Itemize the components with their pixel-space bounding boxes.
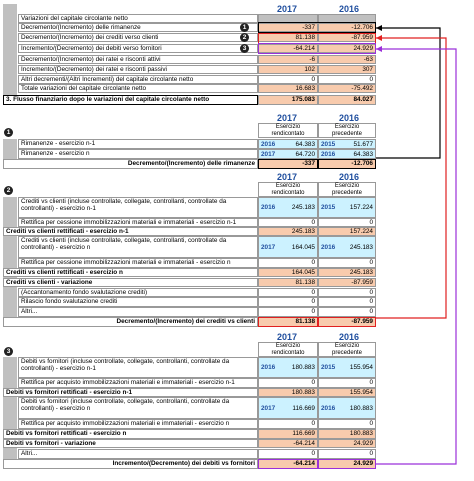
top-row-label: Totale variazioni del capitale circolante netto — [18, 84, 258, 93]
section-marker-1: 1 — [4, 128, 13, 137]
s2-row-label: Rettifica per cessione immobilizzazioni materiali e immateriali - esercizio n — [18, 258, 258, 268]
s2-total-value: -87.959 — [318, 317, 376, 327]
s2-row-label: Crediti vs clienti (incluse controllate, collegate, controllanti, controllate da controllanti) - esercizio n-1 — [18, 197, 258, 218]
top-total-value: 175.083 — [258, 95, 318, 105]
s2-row-label: Rilascio fondo svalutazione crediti — [18, 297, 258, 307]
s1-row-cell — [318, 149, 376, 159]
year-tag: 2015 — [321, 140, 336, 148]
top-row-label: Decremento/(Incremento) dei crediti verso clienti — [18, 33, 258, 42]
s1-row-cell — [258, 139, 318, 149]
s3-total-label: Incremento/(Decremento) dei debiti vs fornitori — [3, 459, 258, 469]
marker-2: 2 — [240, 33, 249, 42]
s3-row-value: 180.883 — [258, 388, 318, 397]
s3-row-label: Debiti vs fornitori (incluse controllate, collegate, controllanti, controllate da controllanti) - esercizio n-1 — [18, 357, 258, 378]
marker-3: 3 — [240, 44, 249, 53]
s2-row-value: 245.183 — [258, 227, 318, 236]
value: 164.045 — [291, 243, 315, 251]
s2-row-value: 0 — [258, 258, 318, 268]
s1-total-value: -12.706 — [318, 159, 376, 169]
top-row-value: 0 — [318, 75, 376, 84]
s2-row-label: Crediti vs clienti rettificati - esercizio n — [3, 268, 258, 277]
s2-row-label: Crediti vs clienti - variazione — [3, 278, 258, 287]
s3-subheader-left: Esercizio rendicontato — [258, 342, 318, 357]
s1-year-2016: 2016 — [338, 113, 360, 123]
s2-year-2016: 2016 — [338, 172, 360, 182]
top-row-label: Decremento/(Incremento) delle rimanenze — [18, 23, 258, 32]
s3-row-label: Rettifica per acquisto immobilizzazioni materiali e immateriali - esercizio n-1 — [18, 378, 258, 388]
s2-row-value: 245.183 — [318, 268, 376, 277]
s3-row-label: Debiti vs fornitori - variazione — [3, 439, 258, 448]
year-tag: 2016 — [261, 204, 276, 211]
value: 180.883 — [291, 364, 315, 371]
s1-row-cell — [258, 149, 318, 159]
value: 155.954 — [349, 364, 373, 371]
year-tag: 2016 — [321, 150, 336, 158]
s2-row-label: Rettifica per cessione immobilizzazioni materiali e immateriali - esercizio n-1 — [18, 218, 258, 227]
top-row-value: -6 — [258, 55, 318, 64]
s3-row-label: Debiti vs fornitori rettificati - esercizio n-1 — [3, 388, 258, 397]
s2-row-value: 0 — [258, 288, 318, 297]
s3-row-value: 0 — [258, 419, 318, 429]
s2-row-value: 0 — [318, 288, 376, 297]
s3-year-2017: 2017 — [276, 332, 298, 342]
s1-subheader-right: Esercizio precedente — [318, 123, 376, 138]
top-row-value: 24.929 — [318, 44, 376, 53]
value: 64.720 — [295, 150, 315, 158]
s3-row-label: Altri... — [18, 449, 258, 459]
top-row-label: Decremento/(Incremento) dei ratei e risconti attivi — [18, 55, 258, 64]
value: 180.883 — [349, 404, 373, 412]
year-tag: 2015 — [321, 364, 336, 371]
s2-row-value: 164.045 — [258, 268, 318, 277]
top-row-value: -337 — [258, 23, 318, 32]
s2-row-value: 0 — [258, 307, 318, 317]
year-tag: 2016 — [261, 140, 276, 148]
s2-total-value: 81.138 — [258, 317, 318, 327]
marker-1: 1 — [240, 23, 249, 32]
top-row-value: 16.683 — [258, 84, 318, 93]
top-row-label: Variazioni del capitale circolante netto — [18, 14, 258, 23]
s2-row-value: 0 — [318, 258, 376, 268]
top-row-value: -63 — [318, 55, 376, 64]
s2-row-value: 81.138 — [258, 278, 318, 287]
value: 245.183 — [291, 204, 315, 211]
s3-subheader-right: Esercizio precedente — [318, 342, 376, 357]
top-row-label: Incremento/(Decremento) dei debiti verso fornitori — [18, 44, 258, 53]
top-row-value: -12.706 — [318, 23, 376, 32]
year-tag: 2017 — [261, 404, 276, 412]
s1-row-label: Rimanenze - esercizio n — [18, 149, 258, 159]
s1-row-cell — [318, 139, 376, 149]
s1-subheader-left: Esercizio rendicontato — [258, 123, 318, 138]
top-row-value: 307 — [318, 65, 376, 74]
s2-row-cell — [258, 197, 318, 218]
s2-row-label: (Accantonamento fondo svalutazione crediti) — [18, 288, 258, 297]
year-tag: 2017 — [261, 243, 276, 251]
year-tag: 2017 — [261, 150, 276, 158]
top-row-value: -75.492 — [318, 84, 376, 93]
s2-row-cell — [258, 236, 318, 258]
s2-row-value: 0 — [318, 218, 376, 227]
s3-row-cell — [318, 357, 376, 378]
s2-row-cell — [318, 197, 376, 218]
s2-row-value: 0 — [318, 297, 376, 307]
top-row-value: 0 — [258, 75, 318, 84]
s2-subheader-left: Esercizio rendicontato — [258, 182, 318, 197]
top-row-value: -64.214 — [258, 44, 318, 53]
value: 51.677 — [353, 140, 373, 148]
year-tag: 2016 — [321, 243, 336, 251]
s2-row-label: Crediti vs clienti (incluse controllate, collegate, controllanti, controllate da controllanti) - esercizio n — [18, 236, 258, 258]
s3-row-value: -64.214 — [258, 439, 318, 448]
section-marker-3: 3 — [4, 347, 13, 356]
s2-row-label: Altri... — [18, 307, 258, 317]
s3-row-value: 0 — [318, 378, 376, 388]
value: 157.224 — [349, 204, 373, 211]
section-marker-2: 2 — [4, 186, 13, 195]
value: 64.383 — [295, 140, 315, 148]
s2-row-value: -87.959 — [318, 278, 376, 287]
s3-row-value: 116.669 — [258, 429, 318, 439]
s3-row-value: 0 — [258, 378, 318, 388]
row-gutter — [3, 139, 17, 159]
s3-year-2016: 2016 — [338, 332, 360, 342]
year-tag: 2015 — [321, 204, 336, 211]
top-total-label: 3. Flusso finanziario dopo le variazioni del capitale circolante netto — [3, 95, 258, 105]
s3-row-label: Rettifica per acquisto immobilizzazioni materiali e immateriali - esercizio n — [18, 419, 258, 429]
s3-row-label: Debiti vs fornitori (incluse controllate, collegate, controllanti, controllate da controllanti) - esercizio n — [18, 397, 258, 419]
s3-row-cell — [318, 397, 376, 419]
s3-total-value: -64.214 — [258, 459, 318, 469]
s1-year-2017: 2017 — [276, 113, 298, 123]
year-tag: 2016 — [321, 404, 336, 412]
s3-row-label: Debiti vs fornitori rettificati - esercizio n — [3, 429, 258, 439]
s3-row-cell — [258, 357, 318, 378]
row-gutter — [3, 197, 17, 317]
s2-total-label: Decremento/(Incremento) dei crediti vs clienti — [3, 317, 258, 327]
s2-row-value: 157.224 — [318, 227, 376, 236]
s1-row-label: Rimanenze - esercizio n-1 — [18, 139, 258, 149]
year-header-2017: 2017 — [276, 4, 298, 14]
s2-year-2017: 2017 — [276, 172, 298, 182]
s3-row-value: 155.954 — [318, 388, 376, 397]
s2-row-label: Crediti vs clienti rettificati - esercizio n-1 — [3, 227, 258, 236]
s2-row-value: 0 — [258, 218, 318, 227]
top-total-value: 84.027 — [318, 95, 376, 105]
top-row-value: 102 — [258, 65, 318, 74]
top-row-value: -87.959 — [318, 33, 376, 42]
s3-row-cell — [258, 397, 318, 419]
year-header-2016: 2016 — [338, 4, 360, 14]
year-tag: 2016 — [261, 364, 276, 371]
s2-row-value: 0 — [258, 297, 318, 307]
s3-row-value: 0 — [318, 449, 376, 459]
value: 245.183 — [349, 243, 373, 251]
s3-row-value: 24.929 — [318, 439, 376, 448]
s2-row-cell — [318, 236, 376, 258]
top-row-label: Incremento/(Decremento) dei ratei e risconti passivi — [18, 65, 258, 74]
s1-total-value: -337 — [258, 159, 318, 169]
s2-row-value: 0 — [318, 307, 376, 317]
top-row-label: Altri decrementi/(Altri Incrementi) del capitale circolante netto — [18, 75, 258, 84]
s3-row-value: 0 — [258, 449, 318, 459]
s3-row-value: 0 — [318, 419, 376, 429]
s3-total-value: 24.929 — [318, 459, 376, 469]
top-row-value: 81.138 — [258, 33, 318, 42]
s2-subheader-right: Esercizio precedente — [318, 182, 376, 197]
s1-total-label: Decremento/(Incremento) delle rimanenze — [3, 159, 258, 169]
s3-row-value: 180.883 — [318, 429, 376, 439]
value: 64.383 — [353, 150, 373, 158]
value: 116.669 — [292, 404, 315, 412]
